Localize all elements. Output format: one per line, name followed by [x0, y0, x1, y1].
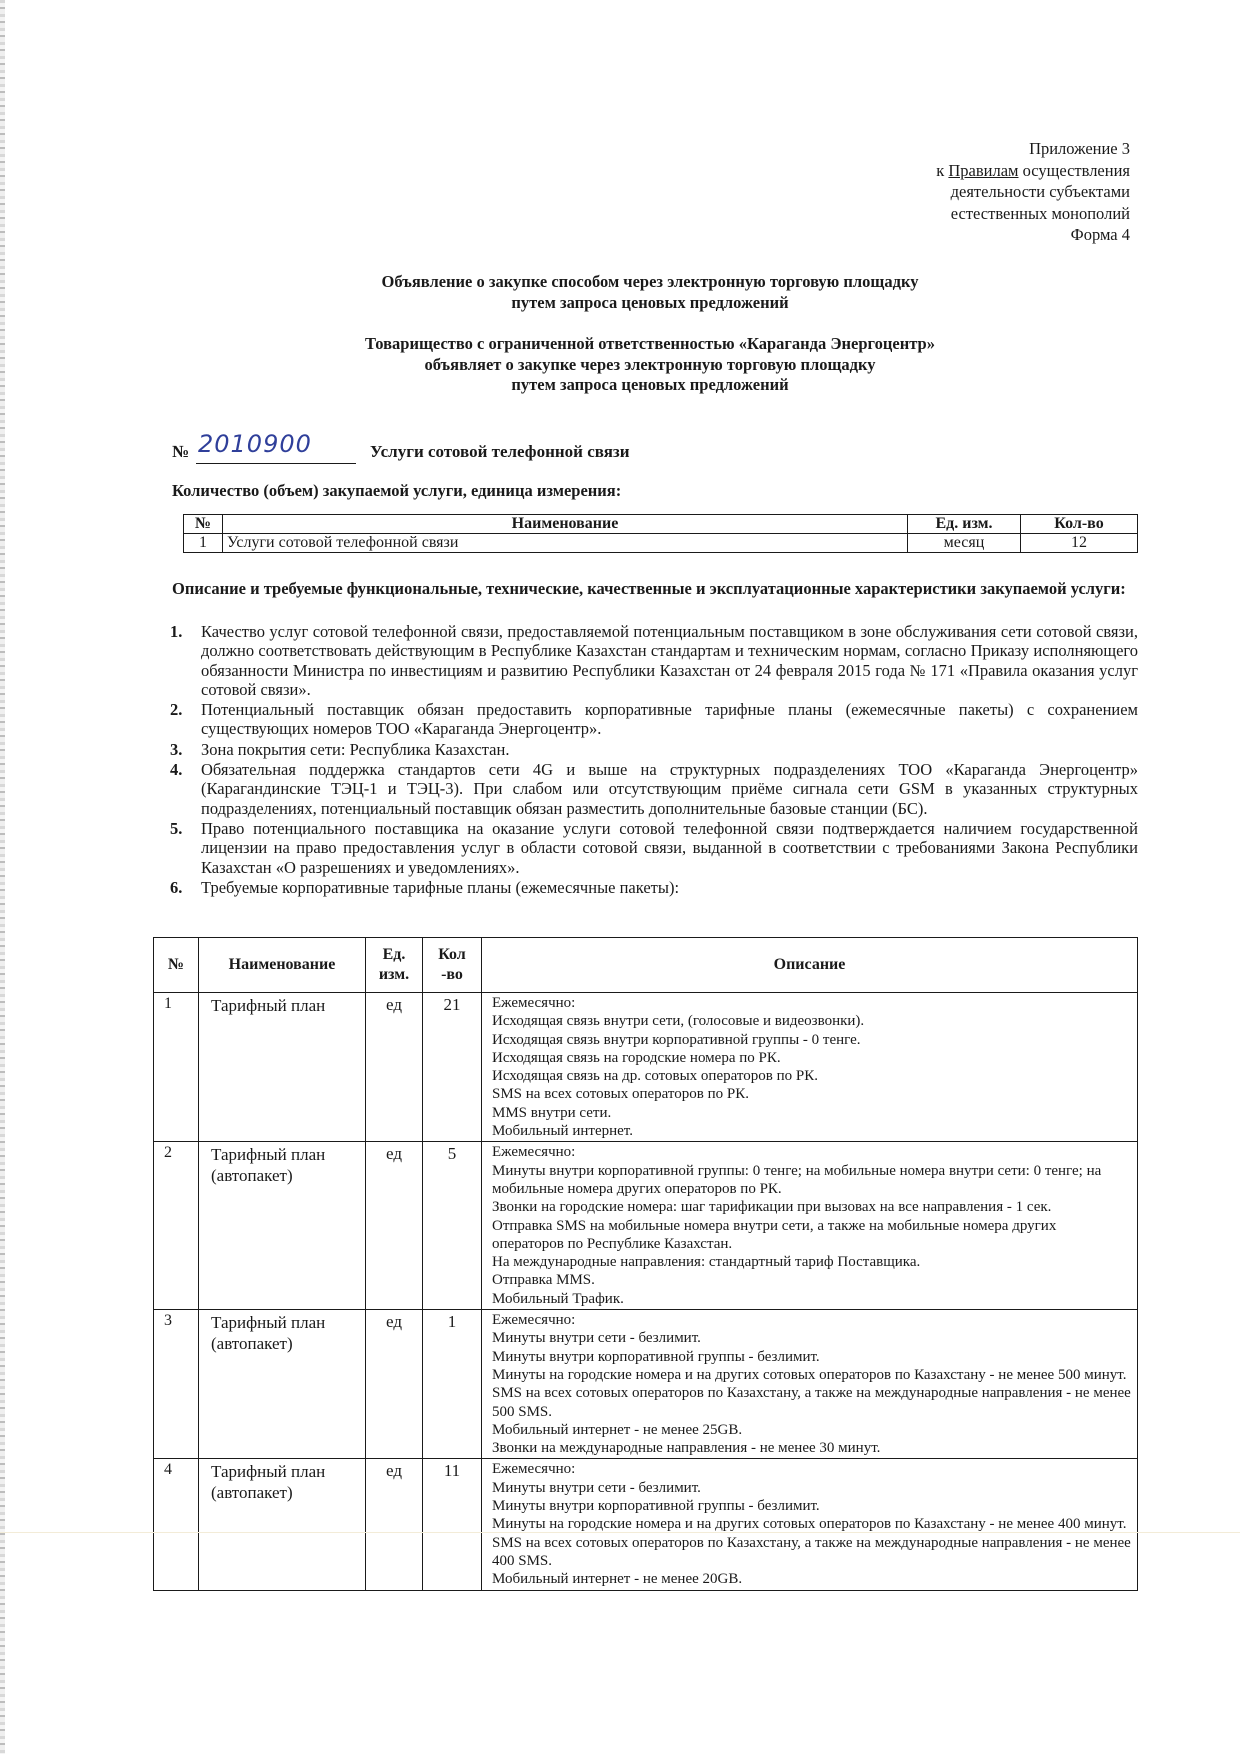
cell-description	[482, 1459, 1138, 1590]
desc-line: Минуты внутри корпоративной группы - безлимит.	[492, 1348, 820, 1365]
cell-num: 4	[154, 1459, 199, 1590]
list-number: 5.	[170, 818, 183, 838]
list-text: Зона покрытия сети: Республика Казахстан.	[201, 739, 510, 759]
header-cell-qty: Кол-во	[1021, 515, 1138, 534]
cell-qty: 12	[1021, 534, 1138, 553]
header-qty-line: Кол	[438, 946, 466, 963]
list-item	[170, 878, 1138, 897]
desc-line: Мобильный Трафик.	[492, 1290, 624, 1307]
desc-line: Ежемесячно:	[492, 995, 576, 1011]
table-header-row	[154, 938, 1138, 993]
heading-line: объявляет о закупке через электронную торговую площадку	[424, 354, 876, 374]
desc-line: Исходящая связь внутри корпоративной группы - 0 тенге.	[492, 1031, 861, 1048]
cell-num: 1	[154, 993, 199, 1142]
handwritten-number: 2010900	[198, 430, 312, 458]
list-item	[170, 700, 1138, 739]
header-cell-qty	[423, 938, 482, 993]
table-row	[154, 1142, 1138, 1310]
list-item	[170, 622, 1138, 699]
cell-name: Тарифный план (автопакет)	[199, 1310, 366, 1459]
list-number: 3.	[170, 739, 183, 759]
heading-line: путем запроса ценовых предложений	[511, 375, 789, 394]
appendix-line: деятельности субъектами	[950, 182, 1130, 201]
cell-qty: 11	[423, 1459, 482, 1590]
desc-line: На международные направления: стандартный тариф Поставщика.	[492, 1254, 921, 1271]
scan-artifact-line	[0, 1532, 1240, 1533]
scan-edge-artifact	[0, 0, 5, 1754]
list-text: Обязательная поддержка стандартов сети 4G и выше на структурных подразделениях ТОО «Караганда Энергоцентр» (Карагандинские ТЭЦ-1 и ТЭЦ-3). При слабом или отсутствующим приёме сигнала сети GSM в указанных структурных подразделениях, потенциальный поставщик обязан разместить дополнительные базовые станции (БС).	[201, 760, 1138, 818]
desc-line: Исходящая связь внутри сети, (голосовые и видеозвонки).	[492, 1013, 865, 1030]
announcement-heading	[170, 272, 1130, 313]
desc-line: MMS внутри сети.	[492, 1104, 612, 1121]
cell-unit: ед	[366, 1459, 423, 1590]
desc-line: Мобильный интернет - не менее 25GB.	[492, 1421, 743, 1438]
appendix-line: естественных монополий	[950, 203, 1130, 223]
procurement-number-line	[172, 430, 872, 464]
table-header-row	[184, 515, 1138, 534]
cell-qty: 5	[423, 1142, 482, 1310]
appendix-header	[770, 138, 1130, 246]
form-number: Форма 4	[1070, 225, 1130, 244]
desc-line: Исходящая связь на городские номера по РК.	[492, 1049, 781, 1066]
desc-line: Минуты внутри корпоративной группы - безлимит.	[492, 1498, 820, 1515]
list-number: 2.	[170, 700, 183, 720]
desc-line: Ежемесячно:	[492, 1461, 576, 1478]
tariff-plans-table	[153, 937, 1138, 1591]
header-qty-line: -во	[441, 966, 463, 983]
table-row	[154, 993, 1138, 1142]
appendix-prefix: к	[936, 160, 949, 180]
cell-unit: ед	[366, 993, 423, 1142]
appendix-line: Приложение 3	[1029, 139, 1130, 158]
cell-description	[482, 993, 1138, 1142]
heading-line: путем запроса ценовых предложений	[511, 292, 789, 312]
appendix-suffix: осуществления	[1018, 160, 1130, 180]
header-cell-num: №	[154, 938, 199, 993]
rules-link[interactable]: Правилам	[948, 160, 1019, 180]
cell-description	[482, 1310, 1138, 1459]
quantity-table	[183, 514, 1138, 553]
desc-line: Ежемесячно:	[492, 1312, 576, 1329]
desc-line: Минуты на городские номера и на других сотовых операторов по Казахстану - не менее 400 минут.	[492, 1516, 1127, 1533]
cell-unit: ед	[366, 1310, 423, 1459]
desc-line: Мобильный интернет - не менее 20GB.	[492, 1571, 743, 1588]
cell-unit: месяц	[908, 534, 1021, 553]
desc-line: Отправка SMS на мобильные номера внутри сети, а также на мобильные номера других операторов по Республике Казахстан.	[492, 1217, 1057, 1252]
desc-line: Звонки на городские номера: шаг тарификации при вызовах на все направления - 1 сек.	[492, 1199, 1052, 1216]
service-title: Услуги сотовой телефонной связи	[370, 442, 630, 461]
heading-line: Объявление о закупке способом через электронную торговую площадку	[381, 272, 919, 291]
cell-name: Услуги сотовой телефонной связи	[223, 534, 908, 553]
requirements-list	[170, 622, 1138, 898]
desc-line: Ежемесячно:	[492, 1144, 576, 1161]
list-number: 4.	[170, 760, 183, 780]
company-heading	[170, 334, 1130, 396]
desc-line: Минуты внутри сети - безлимит.	[492, 1479, 701, 1496]
desc-line: SMS на всех сотовых операторов по Казахстану, а также на международные направления - не менее 400 SMS.	[492, 1534, 1131, 1569]
header-unit-line: Ед.	[382, 946, 406, 963]
desc-line: Исходящая связь на др. сотовых операторов по РК.	[492, 1068, 818, 1085]
cell-num: 1	[184, 534, 223, 553]
list-text: Потенциальный поставщик обязан предоставить корпоративные тарифные планы (ежемесячные пакеты) с сохранением существующих номеров ТОО «Караганда Энергоцентр».	[201, 700, 1138, 739]
cell-qty: 1	[423, 1310, 482, 1459]
heading-line: Товарищество с ограниченной ответственностью «Караганда Энергоцентр»	[365, 334, 935, 353]
cell-unit: ед	[366, 1142, 423, 1310]
desc-line: Звонки на международные направления - не менее 30 минут.	[492, 1440, 881, 1457]
header-cell-num: №	[184, 515, 223, 534]
header-cell-desc: Описание	[482, 938, 1138, 993]
desc-line: Отправка MMS.	[492, 1272, 595, 1289]
list-number: 6.	[170, 877, 183, 897]
desc-line: Минуты внутри сети - безлимит.	[492, 1330, 701, 1347]
number-underline	[196, 463, 356, 464]
description-title: Описание и требуемые функциональные, технические, качественные и эксплуатационные характеристики закупаемой услуги:	[172, 579, 1126, 598]
number-sign: №	[172, 442, 190, 461]
desc-line: SMS на всех сотовых операторов по Казахстану, а также на международные направления - не менее 500 SMS.	[492, 1385, 1131, 1420]
list-text: Требуемые корпоративные тарифные планы (ежемесячные пакеты):	[201, 877, 680, 897]
cell-description	[482, 1142, 1138, 1310]
table-row	[154, 1459, 1138, 1590]
desc-line: Минуты внутри корпоративной группы: 0 тенге; на мобильные номера внутри сети: 0 тенге; на мобильные номера других операторов по РК.	[492, 1162, 1102, 1197]
header-cell-name: Наименование	[223, 515, 908, 534]
header-cell-unit	[366, 938, 423, 993]
quantity-label: Количество (объем) закупаемой услуги, единица измерения:	[172, 481, 622, 500]
cell-name: Тарифный план (автопакет)	[199, 1142, 366, 1310]
list-text: Качество услуг сотовой телефонной связи, предоставляемой потенциальным поставщиком в зоне обслуживания сети сотовой связи, должно соответствовать действующим в Республике Казахстан стандартам и техническим нормам, согласно Приказу исполняющего обязанности Министра по инвестициям и развитию Республики Казахстан от 24 февраля 2015 года № 171 «Правила оказания услуг сотовой связи».	[201, 622, 1138, 699]
list-item	[170, 760, 1138, 818]
list-text: Право потенциального поставщика на оказание услуги сотовой телефонной связи подтверждается наличием государственной лицензии на право предоставления услуг в области сотовой связи, выданной в соответствии с требованиями Закона Республики Казахстан «О разрешениях и уведомлениях».	[201, 818, 1138, 877]
header-unit-line: изм.	[378, 966, 410, 983]
cell-qty: 21	[423, 993, 482, 1142]
list-item	[170, 819, 1138, 877]
header-cell-name: Наименование	[199, 938, 366, 993]
desc-line: Мобильный интернет.	[492, 1123, 633, 1140]
list-number: 1.	[170, 622, 183, 641]
desc-line: SMS на всех сотовых операторов по РК.	[492, 1086, 749, 1103]
desc-line: Минуты на городские номера и на других сотовых операторов по Казахстану - не менее 500 минут.	[492, 1366, 1127, 1383]
list-item	[170, 740, 1138, 759]
cell-name: Тарифный план	[199, 993, 366, 1142]
table-row	[184, 534, 1138, 553]
table-row	[154, 1310, 1138, 1459]
cell-num: 3	[154, 1310, 199, 1459]
cell-num: 2	[154, 1142, 199, 1310]
appendix-line	[770, 160, 1130, 182]
cell-name: Тарифный план (автопакет)	[199, 1459, 366, 1590]
header-cell-unit: Ед. изм.	[908, 515, 1021, 534]
